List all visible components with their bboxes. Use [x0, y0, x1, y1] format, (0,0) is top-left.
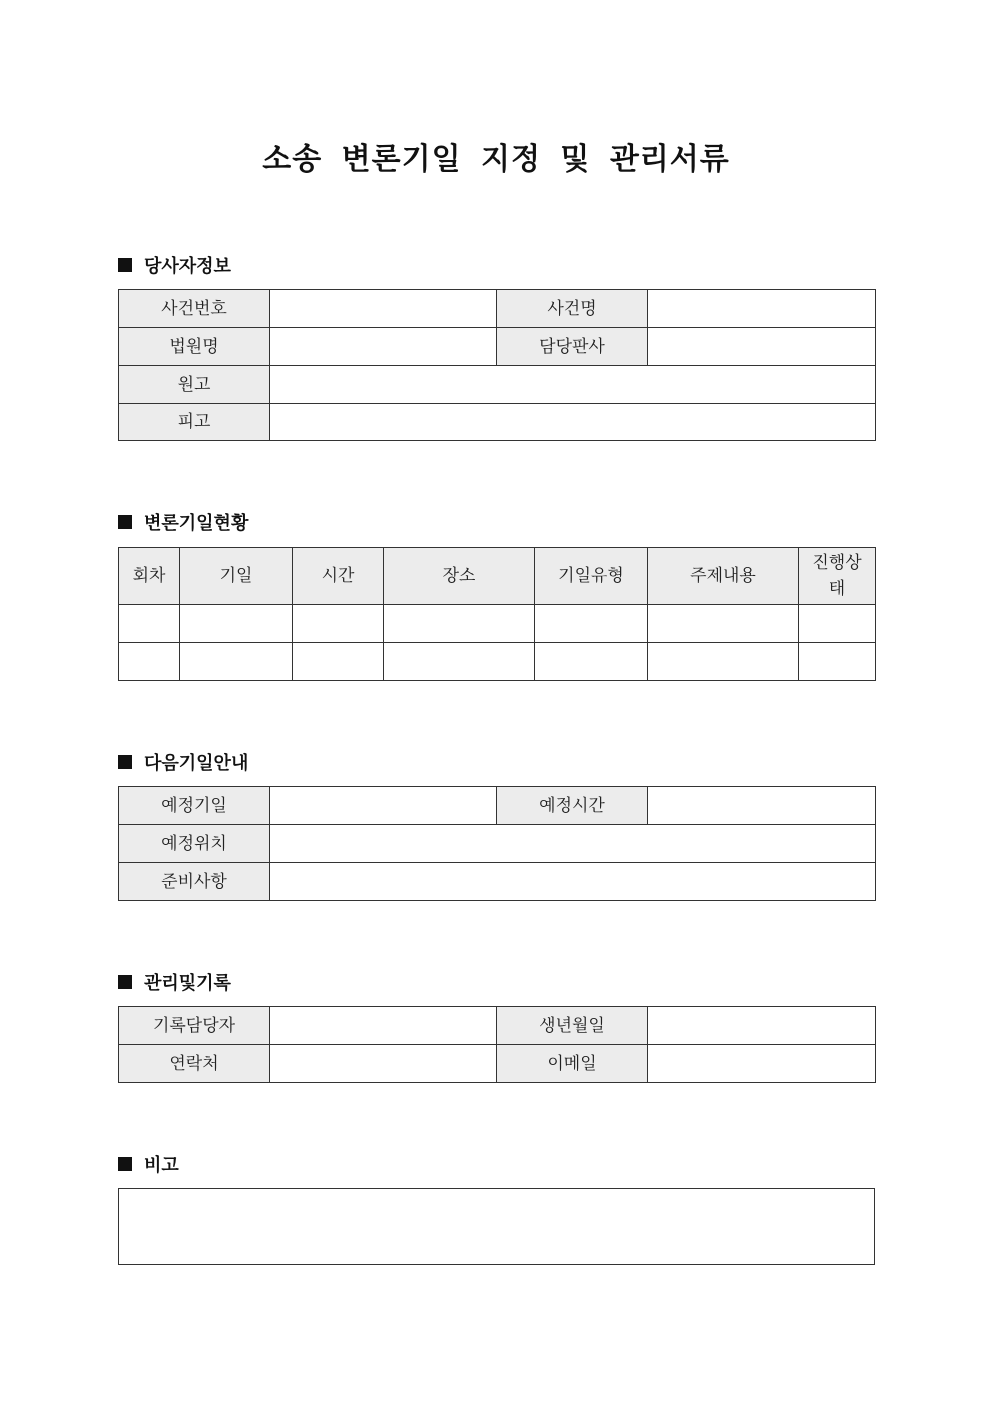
preparation-field[interactable] — [270, 863, 876, 901]
table-cell[interactable] — [384, 643, 535, 681]
square-bullet-icon — [118, 515, 132, 529]
section-heading-remarks — [118, 1152, 179, 1176]
judge-label: 담당판사 — [497, 328, 648, 366]
column-header-date: 기일 — [180, 548, 293, 605]
table-cell[interactable] — [119, 605, 180, 643]
table-cell[interactable] — [535, 643, 648, 681]
remarks-table — [118, 1188, 875, 1265]
column-header-time: 시간 — [293, 548, 384, 605]
case-number-label: 사건번호 — [119, 290, 270, 328]
scheduled-location-label: 예정위치 — [119, 825, 270, 863]
table-cell[interactable] — [799, 605, 876, 643]
column-header-round: 회차 — [119, 548, 180, 605]
court-label: 법원명 — [119, 328, 270, 366]
contact-label: 연락처 — [119, 1045, 270, 1083]
case-name-field[interactable] — [648, 290, 876, 328]
birth-date-field[interactable] — [648, 1007, 876, 1045]
hearing-status-table — [118, 547, 876, 681]
plaintiff-label: 원고 — [119, 366, 270, 404]
section-heading-party — [118, 253, 231, 277]
defendant-field[interactable] — [270, 404, 876, 441]
case-number-field[interactable] — [270, 290, 497, 328]
table-cell[interactable] — [119, 643, 180, 681]
table-row — [119, 643, 876, 681]
recorder-field[interactable] — [270, 1007, 497, 1045]
scheduled-time-label: 예정시간 — [497, 787, 648, 825]
section-heading-record — [118, 970, 231, 994]
section-heading-record-text: 관리및기록 — [144, 973, 231, 994]
table-row — [119, 605, 876, 643]
table-cell[interactable] — [293, 605, 384, 643]
preparation-label: 준비사항 — [119, 863, 270, 901]
party-info-table — [118, 289, 876, 441]
section-heading-next — [118, 750, 248, 774]
next-hearing-table — [118, 786, 876, 901]
column-header-place: 장소 — [384, 548, 535, 605]
section-heading-remarks-text: 비고 — [144, 1155, 179, 1176]
scheduled-time-field[interactable] — [648, 787, 876, 825]
section-heading-next-text: 다음기일안내 — [144, 753, 249, 774]
table-cell[interactable] — [648, 643, 799, 681]
column-header-status: 진행상태 — [799, 548, 876, 605]
square-bullet-icon — [118, 975, 132, 989]
table-cell[interactable] — [180, 643, 293, 681]
table-cell[interactable] — [384, 605, 535, 643]
table-cell[interactable] — [535, 605, 648, 643]
column-header-topic: 주제내용 — [648, 548, 799, 605]
birth-date-label: 생년월일 — [497, 1007, 648, 1045]
section-heading-hearing — [118, 510, 248, 534]
document-title: 소송 변론기일 지정 및 관리서류 — [262, 142, 730, 177]
contact-field[interactable] — [270, 1045, 497, 1083]
section-heading-hearing-text: 변론기일현황 — [144, 513, 249, 534]
defendant-label: 피고 — [119, 404, 270, 441]
email-field[interactable] — [648, 1045, 876, 1083]
scheduled-date-label: 예정기일 — [119, 787, 270, 825]
case-name-label: 사건명 — [497, 290, 648, 328]
record-management-table — [118, 1006, 876, 1083]
email-label: 이메일 — [497, 1045, 648, 1083]
judge-field[interactable] — [648, 328, 876, 366]
table-cell[interactable] — [180, 605, 293, 643]
scheduled-date-field[interactable] — [270, 787, 497, 825]
scheduled-location-field[interactable] — [270, 825, 876, 863]
table-cell[interactable] — [648, 605, 799, 643]
plaintiff-field[interactable] — [270, 366, 876, 404]
column-header-type: 기일유형 — [535, 548, 648, 605]
table-cell[interactable] — [293, 643, 384, 681]
remarks-field[interactable] — [119, 1189, 875, 1265]
recorder-label: 기록담당자 — [119, 1007, 270, 1045]
square-bullet-icon — [118, 755, 132, 769]
section-heading-party-text: 당사자정보 — [144, 256, 231, 277]
court-field[interactable] — [270, 328, 497, 366]
table-cell[interactable] — [799, 643, 876, 681]
square-bullet-icon — [118, 258, 132, 272]
square-bullet-icon — [118, 1157, 132, 1171]
